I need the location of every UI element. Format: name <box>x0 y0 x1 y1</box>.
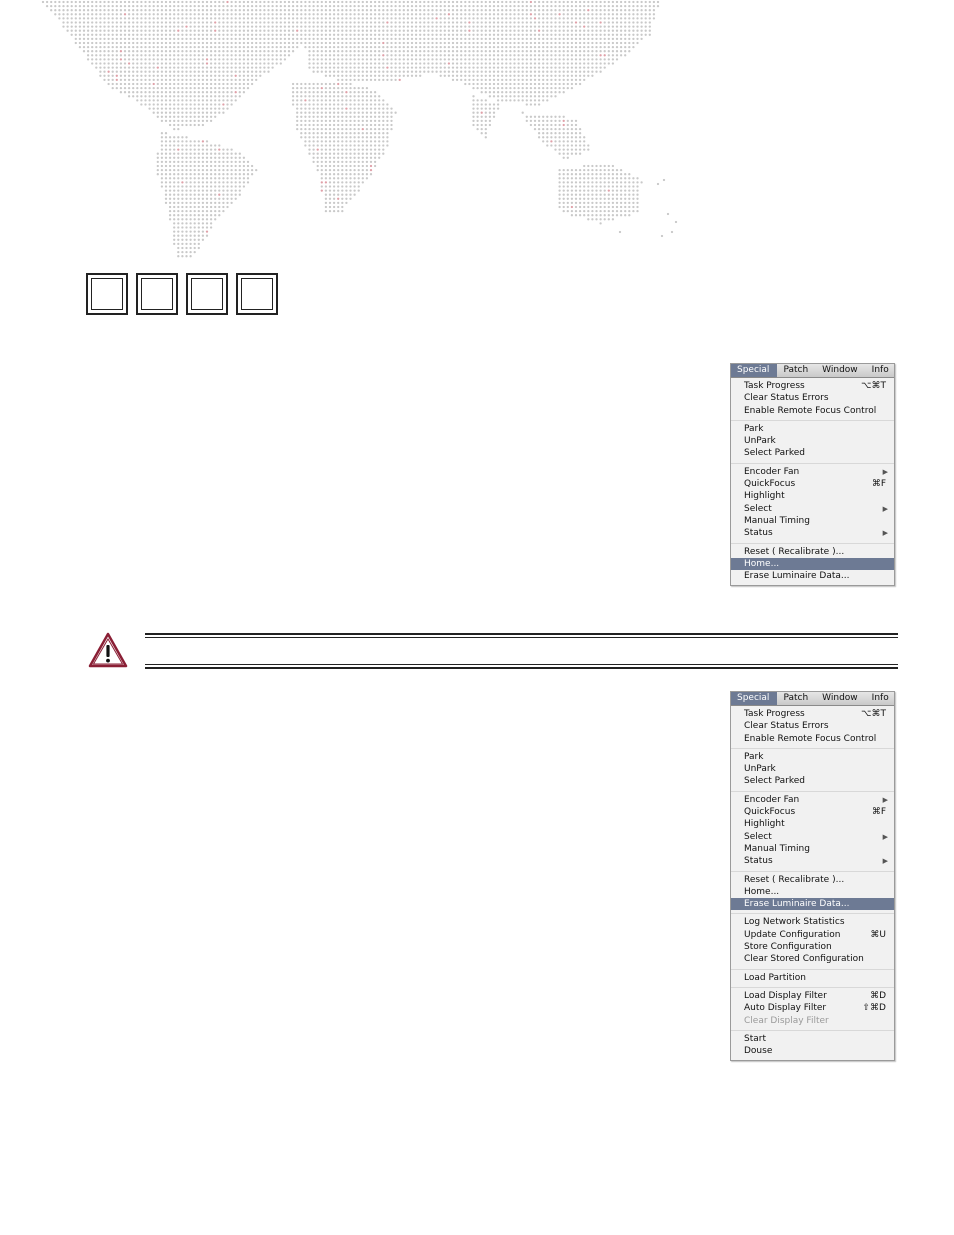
menu-item-label: Update Configuration <box>744 929 841 940</box>
menu-item-encoder-fan[interactable] <box>731 466 894 478</box>
menubar-window[interactable]: Window <box>822 365 858 375</box>
submenu-arrow-icon: ▶ <box>882 467 888 476</box>
menubar-patch[interactable]: Patch <box>783 365 809 375</box>
menu-group <box>731 378 894 421</box>
menu-item-label: Store Configuration <box>744 942 832 953</box>
menu-item-shortcut: ⌘F <box>871 479 886 490</box>
menu-item-label: Park <box>744 751 764 762</box>
menu-item-shortcut: ⌘F <box>871 807 886 818</box>
warning-triangle-icon <box>88 632 128 668</box>
menu-item-label: QuickFocus <box>744 807 796 818</box>
menu-group <box>731 970 894 988</box>
menubar-special[interactable]: Special <box>731 364 777 377</box>
menu-group <box>731 464 894 544</box>
menu-item-erase-luminaire-data[interactable] <box>731 898 894 910</box>
menu-item-label: Select Parked <box>744 776 806 787</box>
menu-item-select-parked[interactable] <box>731 775 894 787</box>
menu-item-label: Manual Timing <box>744 515 810 526</box>
menu-group <box>731 792 894 872</box>
menu-item-status[interactable] <box>731 855 894 867</box>
menu-item-clear-status-errors[interactable] <box>731 720 894 732</box>
menu-group <box>731 749 894 792</box>
menu-item-manual-timing[interactable] <box>731 843 894 855</box>
menu-item-label: Auto Display Filter <box>744 1003 827 1014</box>
menu-item-manual-timing[interactable] <box>731 515 894 527</box>
menu-group <box>731 1031 894 1061</box>
menu-item-unpark[interactable] <box>731 763 894 775</box>
menu-item-start[interactable] <box>731 1033 894 1045</box>
menu-item-label: Task Progress <box>744 381 805 391</box>
menu-item-shortcut: ⇧⌘D <box>862 1003 886 1014</box>
menu-item-reset-recalibrate[interactable] <box>731 546 894 558</box>
menu-item-label: Status <box>744 856 773 867</box>
warning-bottom-rule <box>145 664 898 665</box>
menu-group <box>731 988 894 1031</box>
menu-item-label: Select <box>744 831 772 842</box>
menubar-special[interactable]: Special <box>731 692 777 705</box>
menu-item-store-configuration[interactable] <box>731 941 894 953</box>
menu-item-highlight[interactable] <box>731 818 894 830</box>
menu-item-label: Clear Status Errors <box>744 393 829 404</box>
menu-group <box>731 421 894 464</box>
menu-item-label: Load Display Filter <box>744 990 827 1001</box>
menu-item-label: Reset ( Recalibrate )... <box>744 546 845 557</box>
warning-top-rule-thin <box>145 637 898 638</box>
menu-bar <box>731 691 894 706</box>
menubar-window[interactable]: Window <box>822 693 858 703</box>
menu-item-select[interactable] <box>731 503 894 515</box>
menu-item-label: Select <box>744 503 772 514</box>
menu-item-quickfocus[interactable] <box>731 806 894 818</box>
menu-item-label: Clear Status Errors <box>744 721 829 732</box>
menubar-info[interactable]: Info <box>871 365 889 375</box>
menu-item-clear-status-errors[interactable] <box>731 392 894 404</box>
key-row <box>86 273 278 315</box>
menu-item-select-parked[interactable] <box>731 447 894 459</box>
menu-item-label: Enable Remote Focus Control <box>744 733 877 744</box>
menu-item-task-progress[interactable] <box>731 708 894 720</box>
menu-item-load-partition[interactable] <box>731 972 894 984</box>
menu-item-label: Home... <box>744 886 780 897</box>
menu-item-unpark[interactable] <box>731 435 894 447</box>
menu-item-reset-recalibrate[interactable] <box>731 874 894 886</box>
warning-top-rule <box>145 633 898 635</box>
square-key <box>136 273 178 315</box>
menu-item-label: Erase Luminaire Data... <box>744 571 850 582</box>
menu-item-label: Task Progress <box>744 709 805 719</box>
menu-item-home[interactable] <box>731 886 894 898</box>
square-key <box>236 273 278 315</box>
menu-item-label: Select Parked <box>744 448 806 459</box>
menu-item-encoder-fan[interactable] <box>731 794 894 806</box>
menu-item-label: QuickFocus <box>744 479 796 490</box>
menu-item-task-progress[interactable] <box>731 380 894 392</box>
menu-item-auto-display-filter[interactable] <box>731 1002 894 1014</box>
menu-item-label: Home... <box>744 558 780 569</box>
menu-item-label: Reset ( Recalibrate )... <box>744 874 845 885</box>
menu-item-label: Highlight <box>744 491 785 502</box>
menubar-patch[interactable]: Patch <box>783 693 809 703</box>
menu-item-label: Douse <box>744 1046 773 1057</box>
square-key <box>86 273 128 315</box>
special-menu-home-selected[interactable] <box>730 363 895 586</box>
menu-item-status[interactable] <box>731 527 894 539</box>
menu-item-clear-stored-configuration[interactable] <box>731 953 894 965</box>
menu-item-highlight[interactable] <box>731 490 894 502</box>
menu-item-home[interactable] <box>731 558 894 570</box>
menu-item-label: Log Network Statistics <box>744 917 845 928</box>
special-menu-erase-selected[interactable] <box>730 691 895 1061</box>
submenu-arrow-icon: ▶ <box>882 529 888 538</box>
menu-item-update-configuration[interactable] <box>731 929 894 941</box>
menu-item-label: UnPark <box>744 436 776 447</box>
submenu-arrow-icon: ▶ <box>882 795 888 804</box>
menu-item-park[interactable] <box>731 751 894 763</box>
menu-item-shortcut: ⌘U <box>870 929 886 940</box>
menu-item-quickfocus[interactable] <box>731 478 894 490</box>
menu-item-enable-remote-focus-control[interactable] <box>731 733 894 745</box>
menu-item-label: Encoder Fan <box>744 794 800 805</box>
menu-item-label: Encoder Fan <box>744 466 800 477</box>
menu-bar <box>731 363 894 378</box>
menu-group <box>731 872 894 915</box>
menu-item-enable-remote-focus-control[interactable] <box>731 405 894 417</box>
submenu-arrow-icon: ▶ <box>882 504 888 513</box>
menu-item-label: Erase Luminaire Data... <box>744 899 850 910</box>
world-dot-map <box>0 0 700 262</box>
menu-item-select[interactable] <box>731 831 894 843</box>
menu-item-label: Status <box>744 528 773 539</box>
menu-item-log-network-statistics[interactable] <box>731 916 894 928</box>
menubar-info[interactable]: Info <box>871 693 889 703</box>
submenu-arrow-icon: ▶ <box>882 832 888 841</box>
menu-group <box>731 706 894 749</box>
menu-item-douse[interactable] <box>731 1045 894 1057</box>
submenu-arrow-icon: ▶ <box>882 857 888 866</box>
menu-item-label: Highlight <box>744 819 785 830</box>
menu-item-shortcut: ⌥⌘T <box>861 709 886 719</box>
menu-item-label: Manual Timing <box>744 843 810 854</box>
menu-item-label: Park <box>744 423 764 434</box>
menu-item-load-display-filter[interactable] <box>731 990 894 1002</box>
menu-group <box>731 914 894 969</box>
warning-bottom-rule-thick <box>145 667 898 669</box>
menu-item-label: Clear Stored Configuration <box>744 954 864 965</box>
square-key <box>186 273 228 315</box>
menu-item-label: Enable Remote Focus Control <box>744 405 877 416</box>
menu-item-clear-display-filter <box>731 1015 894 1027</box>
menu-item-label: Start <box>744 1033 766 1044</box>
menu-item-shortcut: ⌥⌘T <box>861 381 886 391</box>
menu-item-label: UnPark <box>744 764 776 775</box>
menu-item-label: Load Partition <box>744 972 806 983</box>
menu-item-label: Clear Display Filter <box>744 1015 829 1026</box>
menu-item-park[interactable] <box>731 423 894 435</box>
menu-group <box>731 544 894 586</box>
menu-item-shortcut: ⌘D <box>870 990 886 1001</box>
menu-item-erase-luminaire-data[interactable] <box>731 570 894 582</box>
